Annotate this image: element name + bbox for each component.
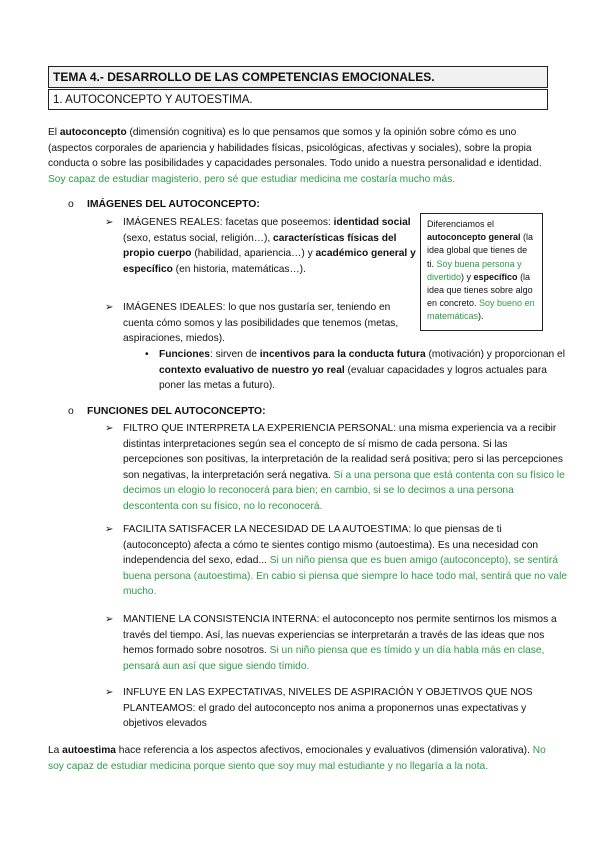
imagenes-heading: o IMÁGENES DEL AUTOCONCEPTO: xyxy=(68,199,260,210)
autoestima-paragraph: La autoestima hace referencia a los aspectos afectivos, emocionales y evaluativos (dimensión valorativa). No soy capaz de estudiar medicina porque siento que soy muy mal estudiante y no llegaría a la nota. xyxy=(48,745,546,772)
arrow-icon: ➢ xyxy=(105,524,114,535)
intro-example: Soy capaz de estudiar magisterio, pero sé que estudiar medicina me costaría mucho más. xyxy=(48,173,456,185)
arrow-icon: ➢ xyxy=(105,302,114,313)
autoestima-example: No soy capaz de estudiar medicina porque siento que soy muy mal estudiante y no llegaría a la nota. xyxy=(48,745,546,772)
funcion-item: ➢ FILTRO QUE INTERPRETA LA EXPERIENCIA PERSONAL: una misma experiencia va a recibir distintas interpretaciones según sea el concepto de sí mismo de cada persona. Si las percepciones son positivas, la interpretación de la realidad será positiva; pero si las percepciones son negativas, la interpretación será negativa. Si a una persona que está contenta con su físico le decimos un elogio lo reconocerá para bien; en cambio, si se lo decimos a una persona descontenta con su físico, no lo reconocerá. xyxy=(105,423,565,512)
imagenes-reales: ➢ IMÁGENES REALES: facetas que poseemos: identidad social (sexo, estatus social, religión…), características físicas del propio cuerpo (habilidad, apariencia…) y académico general y específico (en historia, matemáticas…). xyxy=(105,217,416,275)
term-autoestima: autoestima xyxy=(62,745,116,756)
funciones-bullet: • Funciones: sirven de incentivos para la conducta futura (motivación) y proporcionan el contexto evaluativo de nuestro yo real (evaluar capacidades y logros actuales para poner las metas a futuro). xyxy=(145,349,565,391)
bullet-icon: • xyxy=(145,349,149,360)
arrow-icon: ➢ xyxy=(105,423,114,434)
funcion-item: ➢ FACILITA SATISFACER LA NECESIDAD DE LA AUTOESTIMA: lo que piensas de ti (autoconcepto) afecta a cómo te sientes contigo mismo (autoestima). Es una necesidad con independencia del sexo, edad... Si un niño piensa que es buen amigo (autoconcepto), se sentirá buena persona (autoestima). En cabio si piensa que siempre lo hace todo mal, sentirá que no vale mucho. xyxy=(105,524,567,597)
intro-paragraph: El autoconcepto (dimensión cognitiva) es lo que pensamos que somos y la opinión sobre cómo es uno (aspectos corporales de apariencia y habilidades físicas, psicológicas, afectivas y sociales), sobre la propia conducta o sobre las posibilidades y capacidades personales. Todo unido a nuestra personalidad e identidad. Soy capaz de estudiar magisterio, pero sé que estudiar medicina me costaría mucho más. xyxy=(48,127,542,185)
arrow-icon: ➢ xyxy=(105,687,114,698)
funcion-item: ➢ MANTIENE LA CONSISTENCIA INTERNA: el autoconcepto nos permite sentirnos los mismos a través del tiempo. Así, las nuevas experiencias se interpretarán a través de las ideas que nos hemos formado sobre nosotros. Si un niño piensa que es tímido y un día habla más en clase, pensará aun así que sigue siendo tímido. xyxy=(105,614,557,672)
imagenes-ideales: ➢ IMÁGENES IDEALES: lo que nos gustaría ser, teniendo en cuenta cómo somos y las posibilidades que tenemos (metas, aspiraciones, miedos). xyxy=(105,302,399,344)
term-autoconcepto: autoconcepto xyxy=(59,127,127,138)
section-heading: 1. AUTOCONCEPTO Y AUTOESTIMA. xyxy=(48,89,548,110)
arrow-icon: ➢ xyxy=(105,217,114,228)
funcion-item: ➢ INFLUYE EN LAS EXPECTATIVAS, NIVELES DE ASPIRACIÓN Y OBJETIVOS QUE NOS PLANTEAMOS: el grado del autoconcepto nos anima a proponernos unas expectativas y objetivos elevados xyxy=(105,687,533,729)
note-box: Diferenciamos el autoconcepto general (la idea global que tienes de ti. Soy buena persona y divertido) y específico (la idea que tienes sobre algo en concreto. Soy bueno en matemáticas). xyxy=(420,213,543,331)
funciones-heading: o FUNCIONES DEL AUTOCONCEPTO: xyxy=(68,406,266,417)
arrow-icon: ➢ xyxy=(105,614,114,625)
document-title: TEMA 4.- DESARROLLO DE LAS COMPETENCIAS EMOCIONALES. xyxy=(48,66,548,88)
